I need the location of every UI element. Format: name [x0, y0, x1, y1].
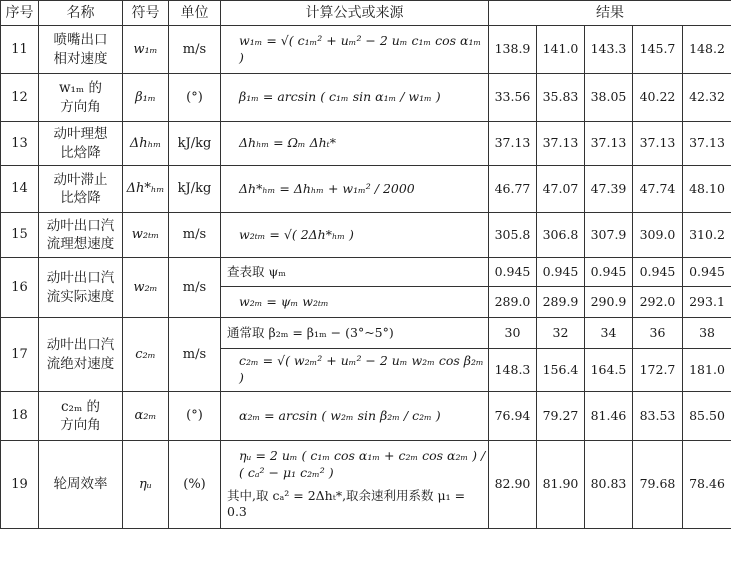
row-no: 18 [1, 392, 39, 441]
row-symbol: ηᵤ [123, 441, 169, 529]
row-value: 33.56 [489, 74, 537, 122]
row-value: 148.2 [683, 26, 731, 74]
row-value: 40.22 [633, 74, 683, 122]
row-formula: 通常取 β₂ₘ = β₁ₘ − (3°~5°) [221, 318, 489, 349]
row-value: 145.7 [633, 26, 683, 74]
row-no: 13 [1, 122, 39, 166]
row-name [39, 258, 123, 318]
name-line-2: 方向角 [60, 417, 101, 433]
row-value: 290.9 [585, 287, 633, 318]
header-formula: 计算公式或来源 [221, 1, 489, 26]
name-line-1: 动叶出口汽 [46, 270, 115, 287]
header-name: 名称 [39, 1, 123, 26]
table-row [1, 166, 731, 213]
formula-note: 其中,取 cₐ² = 2Δhₜ*,取余速利用系数 μ₁ = 0.3 [227, 487, 466, 520]
row-value: 85.50 [683, 392, 731, 441]
row-value: 48.10 [683, 166, 731, 213]
row-value: 38.05 [585, 74, 633, 122]
row-no: 11 [1, 26, 39, 74]
row-value: 164.5 [585, 349, 633, 392]
table-row [1, 26, 731, 74]
name-line-1: 动叶理想 [53, 126, 108, 143]
row-symbol: w₂ₜₘ [123, 213, 169, 258]
row-value: 305.8 [489, 213, 537, 258]
row-value: 307.9 [585, 213, 633, 258]
formula-main: ηᵤ = 2 uₘ ( c₁ₘ cos α₁ₘ + c₂ₘ cos α₂ₘ ) / ( cₐ² − μ₁ c₂ₘ² ) [239, 447, 486, 480]
row-value: 47.74 [633, 166, 683, 213]
row-value: 37.13 [537, 122, 585, 166]
row-value: 35.83 [537, 74, 585, 122]
row-symbol: α₂ₘ [123, 392, 169, 441]
row-value: 0.945 [489, 258, 537, 287]
name-line-2: 方向角 [60, 98, 101, 115]
row-name [39, 441, 123, 529]
name-line-2: 比焓降 [60, 190, 101, 206]
row-name [39, 122, 123, 166]
row-formula: α₂ₘ = arcsin ( w₂ₘ sin β₂ₘ / c₂ₘ ) [221, 392, 489, 441]
row-unit: m/s [169, 258, 221, 318]
name-line-1: w₁ₘ 的 [58, 80, 103, 97]
name-line-2: 流绝对速度 [46, 355, 115, 372]
name-line-1: c₂ₘ 的 [60, 398, 101, 415]
name-line-1: 喷嘴出口 [53, 32, 108, 49]
table-row [1, 122, 731, 166]
row-value: 37.13 [683, 122, 731, 166]
row-symbol: c₂ₘ [123, 318, 169, 392]
header-no: 序号 [1, 1, 39, 26]
row-value: 38 [683, 318, 731, 349]
header-result: 结果 [489, 1, 731, 26]
row-formula: w₂ₘ = ψₘ w₂ₜₘ [221, 287, 489, 318]
name-line-2: 比焓降 [60, 144, 101, 161]
row-value: 37.13 [633, 122, 683, 166]
name-line-1: 动叶滞止 [53, 171, 108, 188]
row-formula [221, 441, 489, 529]
row-value: 0.945 [633, 258, 683, 287]
row-value: 289.9 [537, 287, 585, 318]
header-unit: 单位 [169, 1, 221, 26]
row-value: 36 [633, 318, 683, 349]
row-unit: m/s [169, 26, 221, 74]
row-formula: Δh*ₕₘ = Δhₕₘ + w₁ₘ² / 2000 [221, 166, 489, 213]
name-line-1: 动叶出口汽 [46, 217, 115, 234]
table-row [1, 392, 731, 441]
header-row [1, 1, 731, 26]
row-no: 17 [1, 318, 39, 392]
row-no: 12 [1, 74, 39, 122]
row-value: 143.3 [585, 26, 633, 74]
row-unit: (%) [169, 441, 221, 529]
row-value: 37.13 [489, 122, 537, 166]
row-name [39, 74, 123, 122]
table-row [1, 441, 731, 529]
row-value: 82.90 [489, 441, 537, 529]
table-row [1, 258, 731, 287]
row-value: 83.53 [633, 392, 683, 441]
row-value: 47.07 [537, 166, 585, 213]
row-formula: Δhₕₘ = Ωₘ Δhₜ* [221, 122, 489, 166]
row-formula: w₁ₘ = √( c₁ₘ² + uₘ² − 2 uₘ c₁ₘ cos α₁ₘ ) [221, 26, 489, 74]
row-value: 0.945 [683, 258, 731, 287]
row-value: 42.32 [683, 74, 731, 122]
row-unit: (°) [169, 74, 221, 122]
row-value: 0.945 [537, 258, 585, 287]
name-line-2: 流理想速度 [46, 236, 115, 252]
row-value: 32 [537, 318, 585, 349]
row-no: 14 [1, 166, 39, 213]
row-value: 172.7 [633, 349, 683, 392]
row-value: 78.46 [683, 441, 731, 529]
row-symbol: w₁ₘ [123, 26, 169, 74]
row-value: 80.83 [585, 441, 633, 529]
row-value: 34 [585, 318, 633, 349]
row-value: 81.46 [585, 392, 633, 441]
row-value: 37.13 [585, 122, 633, 166]
row-value: 141.0 [537, 26, 585, 74]
row-unit: m/s [169, 318, 221, 392]
row-name [39, 213, 123, 258]
row-name [39, 318, 123, 392]
row-no: 15 [1, 213, 39, 258]
row-symbol: β₁ₘ [123, 74, 169, 122]
row-symbol: Δhₕₘ [123, 122, 169, 166]
row-value: 310.2 [683, 213, 731, 258]
row-symbol: Δh*ₕₘ [123, 166, 169, 213]
row-value: 181.0 [683, 349, 731, 392]
row-value: 156.4 [537, 349, 585, 392]
row-value: 292.0 [633, 287, 683, 318]
row-name [39, 392, 123, 441]
row-value: 0.945 [585, 258, 633, 287]
row-unit: kJ/kg [169, 166, 221, 213]
row-value: 79.27 [537, 392, 585, 441]
row-unit: (°) [169, 392, 221, 441]
row-value: 79.68 [633, 441, 683, 529]
name-line-2: 相对速度 [53, 50, 108, 67]
table-row [1, 74, 731, 122]
row-value: 306.8 [537, 213, 585, 258]
row-name [39, 166, 123, 213]
row-formula: w₂ₜₘ = √( 2Δh*ₕₘ ) [221, 213, 489, 258]
row-value: 81.90 [537, 441, 585, 529]
name-line-1: 动叶出口汽 [46, 337, 115, 354]
row-formula: c₂ₘ = √( w₂ₘ² + uₘ² − 2 uₘ w₂ₘ cos β₂ₘ ) [221, 349, 489, 392]
table-row [1, 213, 731, 258]
row-unit: kJ/kg [169, 122, 221, 166]
header-symbol: 符号 [123, 1, 169, 26]
row-no: 16 [1, 258, 39, 318]
row-value: 309.0 [633, 213, 683, 258]
row-unit: m/s [169, 213, 221, 258]
row-value: 289.0 [489, 287, 537, 318]
row-value: 47.39 [585, 166, 633, 213]
row-formula: 查表取 ψₘ [221, 258, 489, 287]
row-value: 293.1 [683, 287, 731, 318]
row-value: 148.3 [489, 349, 537, 392]
row-formula: β₁ₘ = arcsin ( c₁ₘ sin α₁ₘ / w₁ₘ ) [221, 74, 489, 122]
row-value: 76.94 [489, 392, 537, 441]
row-value: 138.9 [489, 26, 537, 74]
row-value: 30 [489, 318, 537, 349]
name-line-1: 轮周效率 [53, 476, 108, 493]
row-no: 19 [1, 441, 39, 529]
row-name [39, 26, 123, 74]
row-value: 46.77 [489, 166, 537, 213]
table-row [1, 318, 731, 349]
name-line-2: 流实际速度 [46, 288, 115, 305]
row-symbol: w₂ₘ [123, 258, 169, 318]
